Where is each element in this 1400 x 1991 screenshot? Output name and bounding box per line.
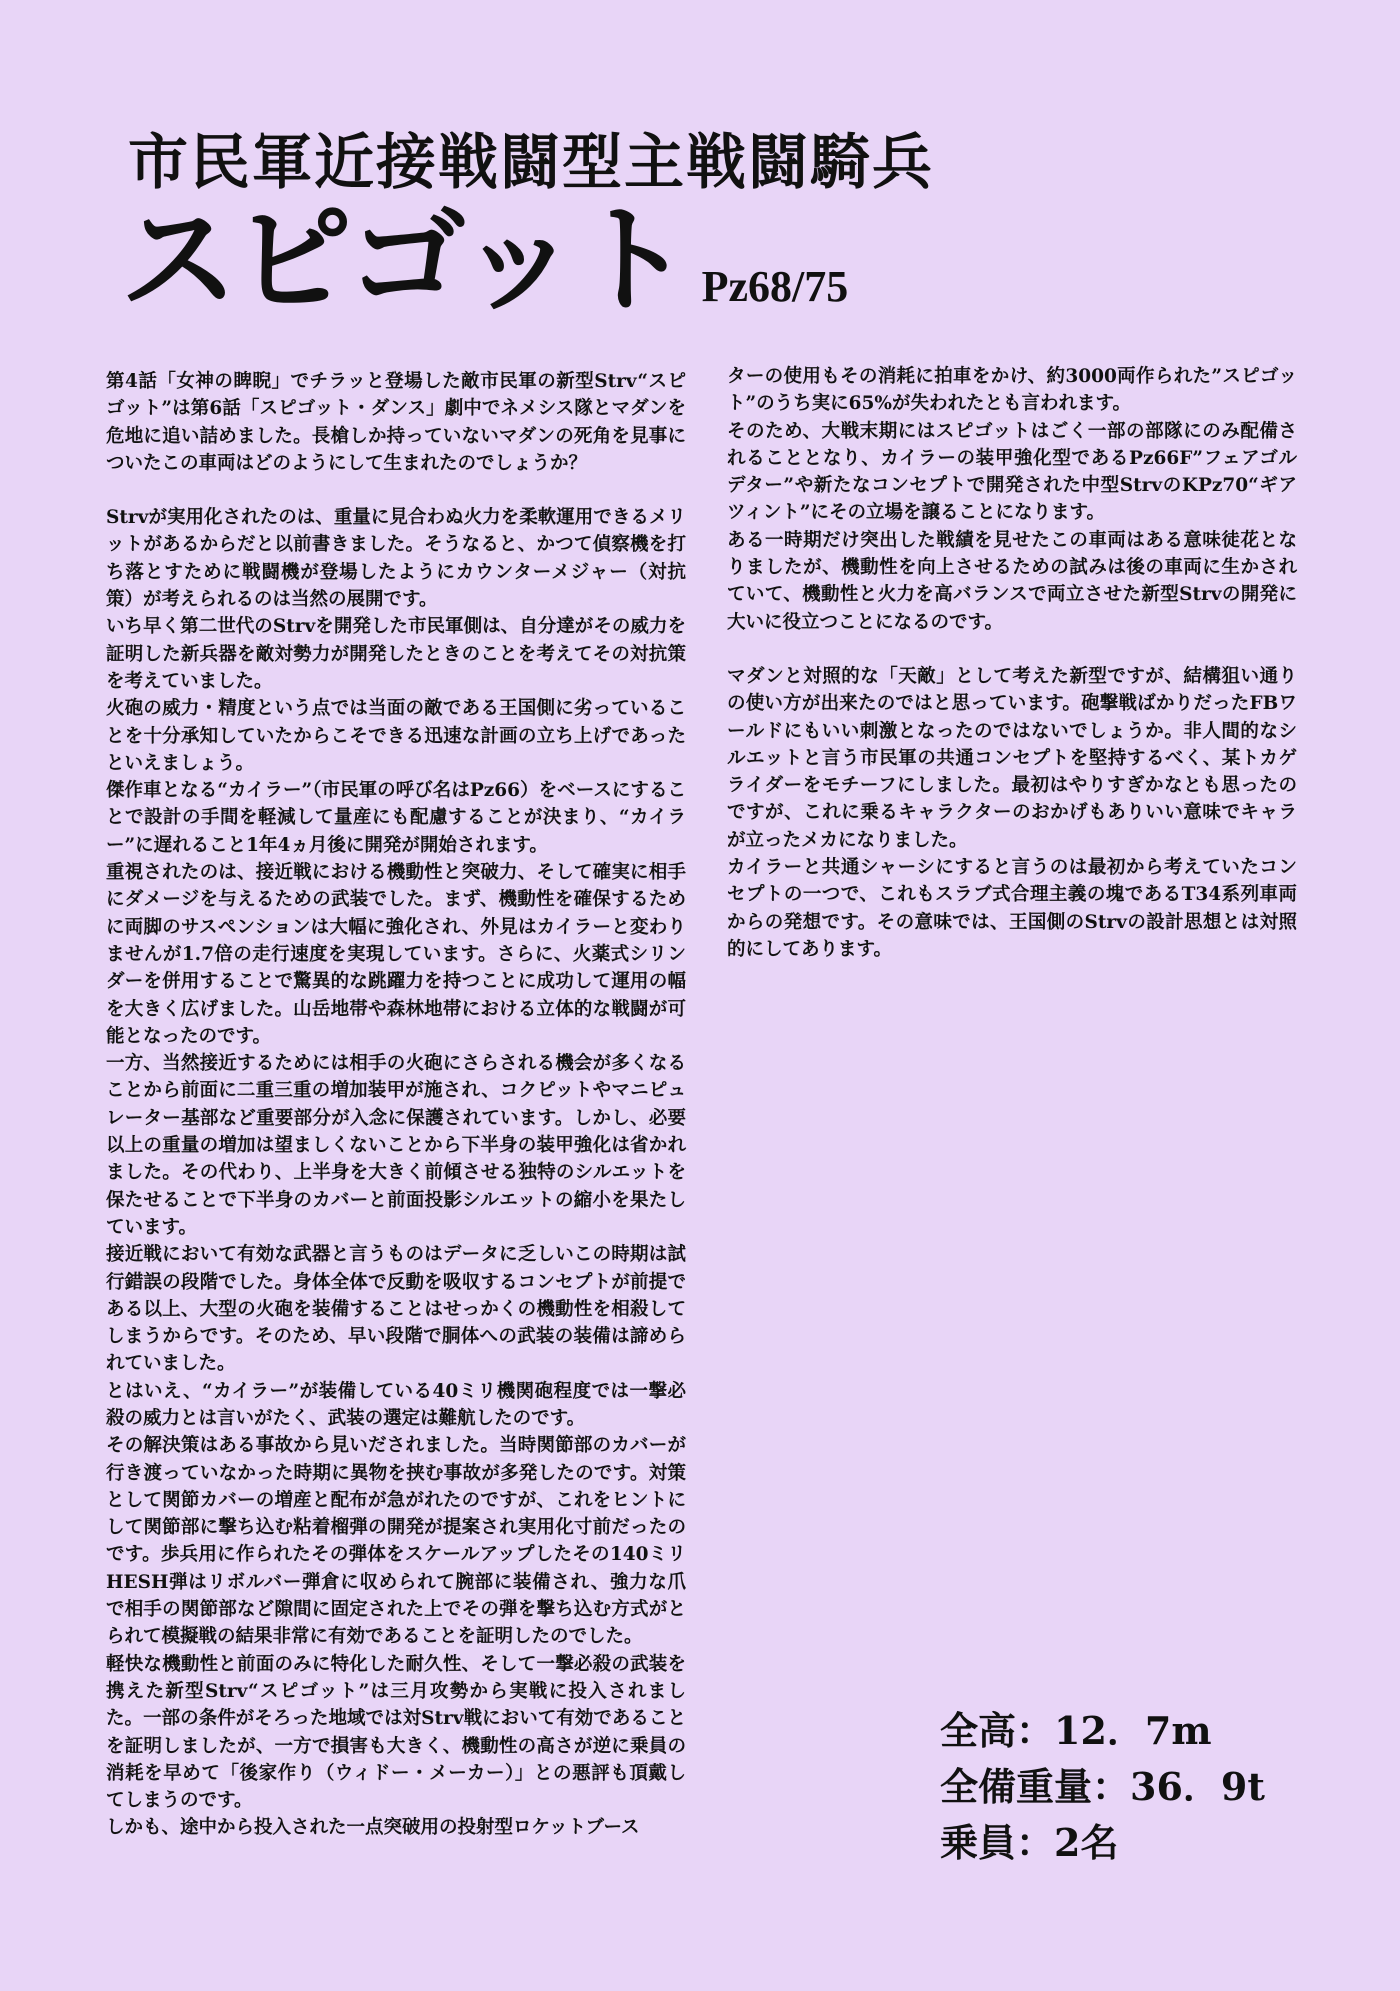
intro-paragraph: 第4話「女神の睥睨」でチラッと登場した敵市民軍の新型Strv“スピゴット”は第6話「スピゴット・ダンス」劇中でネメシス隊とマダンを危地に追い詰めました。長槍しか持っていないマダンの死角を見事についたこの車両はどのようにして生まれたのでしょうか？ — [106, 371, 686, 474]
model-designation: Pz68/75 — [701, 262, 849, 311]
commentary-paragraph: マダンと対照的な「天敵」として考えた新型ですが、結構狙い通りの使い方が出来たのではと思っています。砲撃戦ばかりだったFBワールドにもいい刺激となったのではないでしょうか。非人間的なシルエットと言う市民軍の共通コンセプトを堅持するべく、某トカゲライダーをモチーフにしました。最初はやりすぎかなとも思ったのですが、これに乗るキャラクターのおかげもありいい意味でキャラが立ったメカになりました。 — [727, 665, 1297, 851]
spec-height: 全高：12．7m — [940, 1708, 1212, 1753]
body-paragraph: 接近戦において有効な武器と言うものはデータに乏しいこの時期は試行錯誤の段階でした。身体全体で反動を吸収するコンセプトが前提である以上、大型の火砲を装備することはせっかくの機動性を相殺してしまうからです。そのため、早い段階で胴体への武装の装備は諦められていました。 — [106, 1244, 686, 1375]
right-column — [727, 363, 1297, 963]
page-title: スピゴット — [120, 191, 688, 329]
body-paragraph: 一方、当然接近するためには相手の火砲にさらされる機会が多くなることから前面に二重三重の増加装甲が施され、コクピットやマニピュレーター基部など重要部分が入念に保護されています。しかし、必要以上の重量の増加は望ましくないことから下半身の装甲強化は省かれました。その代わり、上半身を大きく前傾させる独特のシルエットを保たせることで下半身のカバーと前面投影シルエットの縮小を果たしています。 — [106, 1053, 686, 1238]
left-column — [106, 368, 686, 1842]
title-block — [120, 191, 849, 356]
body-paragraph: その解決策はある事故から見いだされました。当時関節部のカバーが行き渡っていなかった時期に異物を挟む事故が多発したのです。対策として関節カバーの増産と配布が急がれたのですが、これをヒントにして関節部に撃ち込む粘着榴弾の開発が提案され実用化寸前だったのです。歩兵用に作られたその弾体をスケールアップしたその140ミリHESH弾はリボルバー弾倉に収められて腕部に装備され、強力な爪で相手の関節部など隙間に固定された上でその弾を撃ち込む方式がとられて模擬戦の結果非常に有効であることを証明したのでした。 — [106, 1435, 686, 1648]
body-paragraph: 重視されたのは、接近戦における機動性と突破力、そして確実に相手にダメージを与えるための武装でした。まず、機動性を確保するために両脚のサスペンションは大幅に強化され、外見はカイラーと変わりませんが1.7倍の走行速度を実現しています。さらに、火薬式シリンダーを併用することで驚異的な跳躍力を持つことに成功して運用の幅を大きく広げました。山岳地帯や森林地帯における立体的な戦闘が可能となったのです。 — [106, 862, 686, 1047]
body-paragraph: いち早く第二世代のStrvを開発した市民軍側は、自分達がその威力を証明した新兵器を敵対勢力が開発したときのことを考えてその対抗策を考えていました。 — [106, 616, 686, 692]
body-paragraph: 傑作車となる“カイラー”（市民軍の呼び名はPz66）をベースにすることで設計の手間を軽減して量産にも配慮することが決まり、“カイラー”に遅れること1年4ヵ月後に開発が開始されます。 — [106, 780, 686, 856]
body-paragraph: そのため、大戦末期にはスピゴットはごく一部の部隊にのみ配備されることとなり、カイラーの装甲強化型であるPz66F”フェアゴルデター”や新たなコンセプトで開発された中型StrvのKPz70“ギアツィント”にその立場を譲ることになります。 — [727, 420, 1297, 524]
body-paragraph: ある一時期だけ突出した戦績を見せたこの車両はある意味徒花となりましたが、機動性を向上させるための試みは後の車両に生かされていて、機動性と火力を高バランスで両立させた新型Strvの開発に大いに役立つことになるのです。 — [727, 529, 1297, 633]
body-paragraph: Strvが実用化されたのは、重量に見合わぬ火力を柔軟運用できるメリットがあるからだと以前書きました。そうなると、かつて偵察機を打ち落とすために戦闘機が登場したようにカウンターメジャー（対抗策）が考えられるのは当然の展開です。 — [106, 507, 686, 611]
spec-weight: 全備重量：36．9t — [940, 1764, 1265, 1809]
specs-block — [940, 1703, 1265, 1871]
page-subtitle: 市民軍近接戦闘型主戦闘騎兵 — [128, 128, 934, 198]
paragraph-spacer — [106, 477, 686, 504]
body-paragraph: とはいえ、“カイラー”が装備している40ミリ機関砲程度では一撃必殺の威力とは言いがたく、武装の選定は難航したのです。 — [106, 1380, 686, 1429]
body-paragraph: しかも、途中から投入された一点突破用の投射型ロケットブース — [106, 1817, 640, 1839]
body-paragraph: 軽快な機動性と前面のみに特化した耐久性、そして一撃必殺の武装を携えた新型Strv“スピゴット”は三月攻勢から実戦に投入されました。一部の条件がそろった地域では対Strv戦において有効であることを証明しましたが、一方で損害も大きく、機動性の高さが逆に乗員の消耗を早めて「後家作り（ウィドー・メーカー）」との悪評も頂戴してしまうのです。 — [106, 1653, 686, 1812]
body-paragraph: ターの使用もその消耗に拍車をかけ、約3000両作られた”スピゴット”のうち実に65%が失われたとも言われます。 — [727, 366, 1297, 415]
commentary-paragraph: カイラーと共通シャーシにすると言うのは最初から考えていたコンセプトの一つで、これもスラブ式合理主義の塊であるT34系列車両からの発想です。その意味では、王国側のStrvの設計思想とは対照的にしてあります。 — [727, 857, 1297, 960]
body-paragraph: 火砲の威力・精度という点では当面の敵である王国側に劣っていることを十分承知していたからこそできる迅速な計画の立ち上げであったといえましょう。 — [106, 698, 686, 774]
paragraph-spacer — [727, 636, 1297, 663]
spec-crew: 乗員：2名 — [940, 1820, 1119, 1865]
